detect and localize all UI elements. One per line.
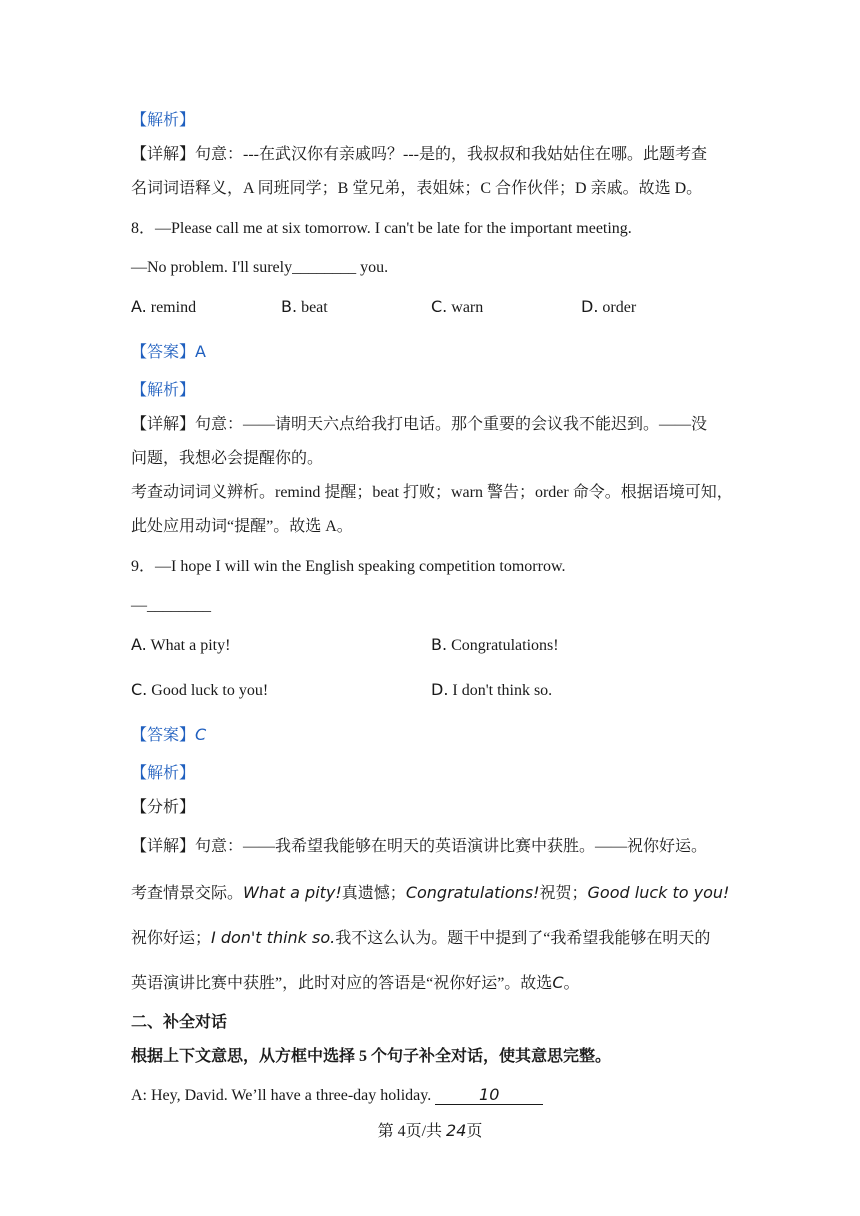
- detail-text: 【详解】句意：---在武汉你有亲戚吗？---是的，我叔叔和我姑姑住在哪。此题考查: [131, 146, 707, 163]
- question-8-stem: 8．—Please call me at six tomorrow. I can't be late for the important meeting.: [131, 220, 632, 237]
- option-text: What a pity!: [150, 637, 231, 654]
- option-letter: B.: [281, 297, 298, 316]
- question-9-option-d: [431, 679, 552, 702]
- footer-total: 24: [446, 1121, 467, 1140]
- option-letter: C.: [431, 297, 448, 316]
- option-text: order: [602, 299, 637, 316]
- text-run: 考查情景交际。: [131, 885, 244, 902]
- phrase-example: What a pity!: [243, 883, 342, 902]
- answer-label: [131, 724, 206, 747]
- dialog-text: A: Hey, David. We’ll have a three-day holiday.: [131, 1087, 432, 1104]
- option-text: Congratulations!: [451, 637, 559, 654]
- answer-letter: C: [552, 973, 564, 992]
- option-text: warn: [451, 299, 484, 316]
- detail-text: [131, 972, 580, 995]
- analysis-label: 【解析】: [131, 112, 196, 129]
- question-9-stem: 9．—I hope I will win the English speaking competition tomorrow.: [131, 558, 566, 575]
- detail-text: [131, 927, 710, 950]
- text-run: 。: [563, 975, 580, 992]
- section-instructions: 根据上下文意思，从方框中选择 5 个句子补全对话，使其意思完整。: [131, 1048, 612, 1065]
- question-8-option-c: [431, 296, 483, 319]
- option-text: I don't think so.: [452, 682, 553, 699]
- option-text: beat: [301, 299, 328, 316]
- page-footer: [0, 1118, 860, 1141]
- option-letter: A.: [131, 297, 147, 316]
- text-run: 我不这么认为。题干中提到了“我希望我能够在明天的: [335, 930, 711, 947]
- detail-text: 考查动词词义辨析。remind 提醒；beat 打败；warn 警告；order 命令。根据语境可知，: [131, 484, 733, 501]
- option-letter: B.: [431, 635, 448, 654]
- question-8-option-a: [131, 296, 196, 319]
- dialog-line: [131, 1085, 543, 1107]
- detail-text: 此处应用动词“提醒”。故选 A。: [131, 518, 353, 535]
- detail-text: 名词词语释义，A 同班同学；B 堂兄弟，表姐妹；C 合作伙伴；D 亲戚。故选 D。: [131, 180, 703, 197]
- question-9-response: —________: [131, 597, 211, 614]
- text-run: 祝你好运；: [131, 930, 212, 947]
- answer-label: [131, 341, 206, 364]
- analysis-subheading: 【分析】: [131, 799, 196, 816]
- question-9-option-b: [431, 634, 559, 657]
- detail-text: 问题，我想必会提醒你的。: [131, 450, 324, 467]
- answer-value: C: [195, 725, 207, 744]
- text-run: 英语演讲比赛中获胜”，此时对应的答语是“祝你好运”。故选: [131, 975, 553, 992]
- answer-label-text: 【答案】: [131, 727, 196, 744]
- question-8-option-b: [281, 296, 328, 319]
- question-9-option-a: [131, 634, 230, 657]
- option-letter: C.: [131, 680, 148, 699]
- question-9-option-c: [131, 679, 268, 702]
- phrase-example: Congratulations!: [405, 883, 540, 902]
- detail-text: [131, 882, 729, 905]
- footer-text: 页: [466, 1123, 483, 1140]
- footer-text: 第 4页/共: [377, 1123, 443, 1140]
- analysis-label: 【解析】: [131, 765, 196, 782]
- option-letter: A.: [131, 635, 147, 654]
- answer-blank: 10: [435, 1086, 543, 1105]
- detail-text: 【详解】句意：——请明天六点给我打电话。那个重要的会议我不能迟到。——没: [131, 416, 708, 433]
- answer-label-text: 【答案】: [131, 344, 196, 361]
- detail-text: 【详解】句意：——我希望我能够在明天的英语演讲比赛中获胜。——祝你好运。: [131, 838, 708, 855]
- option-text: Good luck to you!: [151, 682, 269, 699]
- question-8-response: —No problem. I'll surely________ you.: [131, 259, 389, 276]
- phrase-example: I don't think so.: [211, 928, 336, 947]
- question-8-option-d: [581, 296, 636, 319]
- section-title: 二、补全对话: [131, 1014, 228, 1031]
- analysis-label: 【解析】: [131, 382, 196, 399]
- option-text: remind: [150, 299, 197, 316]
- option-letter: D.: [431, 680, 449, 699]
- text-run: 祝贺；: [539, 885, 588, 902]
- phrase-example: Good luck to you!: [587, 883, 730, 902]
- answer-value: A: [195, 342, 206, 361]
- option-letter: D.: [581, 297, 599, 316]
- text-run: 真遗憾；: [341, 885, 406, 902]
